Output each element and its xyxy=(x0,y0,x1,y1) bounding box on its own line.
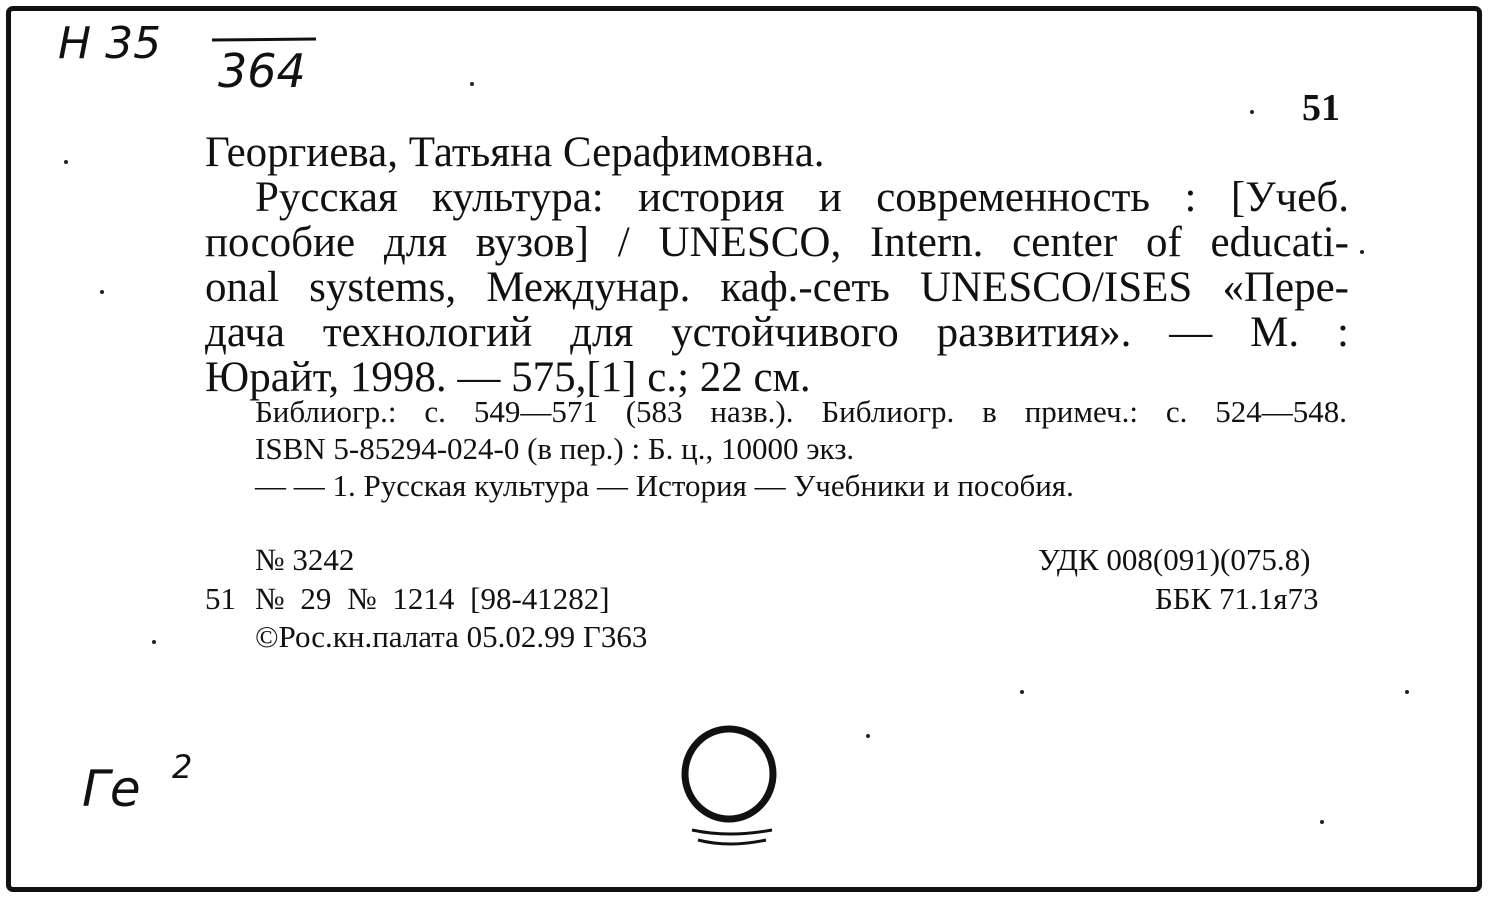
note-subjects: — — 1. Русская культура — История — Учебники и пособия. xyxy=(255,468,1074,503)
handwritten-denominator: 364 xyxy=(218,44,306,98)
handwritten-note: Ге xyxy=(82,760,141,818)
stamp-circle-icon xyxy=(672,712,792,852)
card-number: 51 xyxy=(1302,87,1340,129)
description-line-5: Юрайт, 1998. — 575,[1] с.; 22 см. xyxy=(205,354,811,401)
speck xyxy=(100,290,104,294)
speck xyxy=(1360,250,1364,254)
note-isbn: ISBN 5-85294-024-0 (в пер.) : Б. ц., 10000 экз. xyxy=(255,431,855,466)
speck xyxy=(64,160,68,164)
line2-prefix: 51 xyxy=(205,581,236,616)
description-line-2: пособие для вузов] / UNESCO, Intern. center of educati- xyxy=(205,219,1349,266)
copyright-line: ©Рос.кн.палата 05.02.99 Г363 xyxy=(255,619,648,654)
record-number: № 3242 xyxy=(255,542,355,577)
bbk-code: ББК 71.1я73 xyxy=(1155,581,1319,616)
fraction-bar xyxy=(210,36,320,44)
registration-numbers: № 29 № 1214 [98-41282] xyxy=(255,581,610,616)
speck xyxy=(1320,820,1324,824)
handwritten-code: Н 35 xyxy=(58,18,162,69)
note-bibliography: Библиогр.: с. 549—571 (583 назв.). Библиогр. в примеч.: с. 524—548. xyxy=(255,394,1347,429)
speck xyxy=(1020,690,1024,694)
speck xyxy=(866,734,870,738)
author-heading: Георгиева, Татьяна Серафимовна. xyxy=(205,129,825,176)
handwritten-superscript: 2 xyxy=(172,748,193,786)
speck xyxy=(152,640,156,644)
speck xyxy=(1405,690,1409,694)
description-line-1: Русская культура: история и современность : [Учеб. xyxy=(255,174,1349,221)
description-line-4: дача технологий для устойчивого развития». — М. : xyxy=(205,309,1349,356)
udk-code: УДК 008(091)(075.8) xyxy=(1038,542,1311,577)
speck xyxy=(1250,110,1254,114)
speck xyxy=(470,82,474,86)
description-line-3: onal systems, Междунар. каф.-сеть UNESCO/ISES «Пере- xyxy=(205,264,1349,311)
